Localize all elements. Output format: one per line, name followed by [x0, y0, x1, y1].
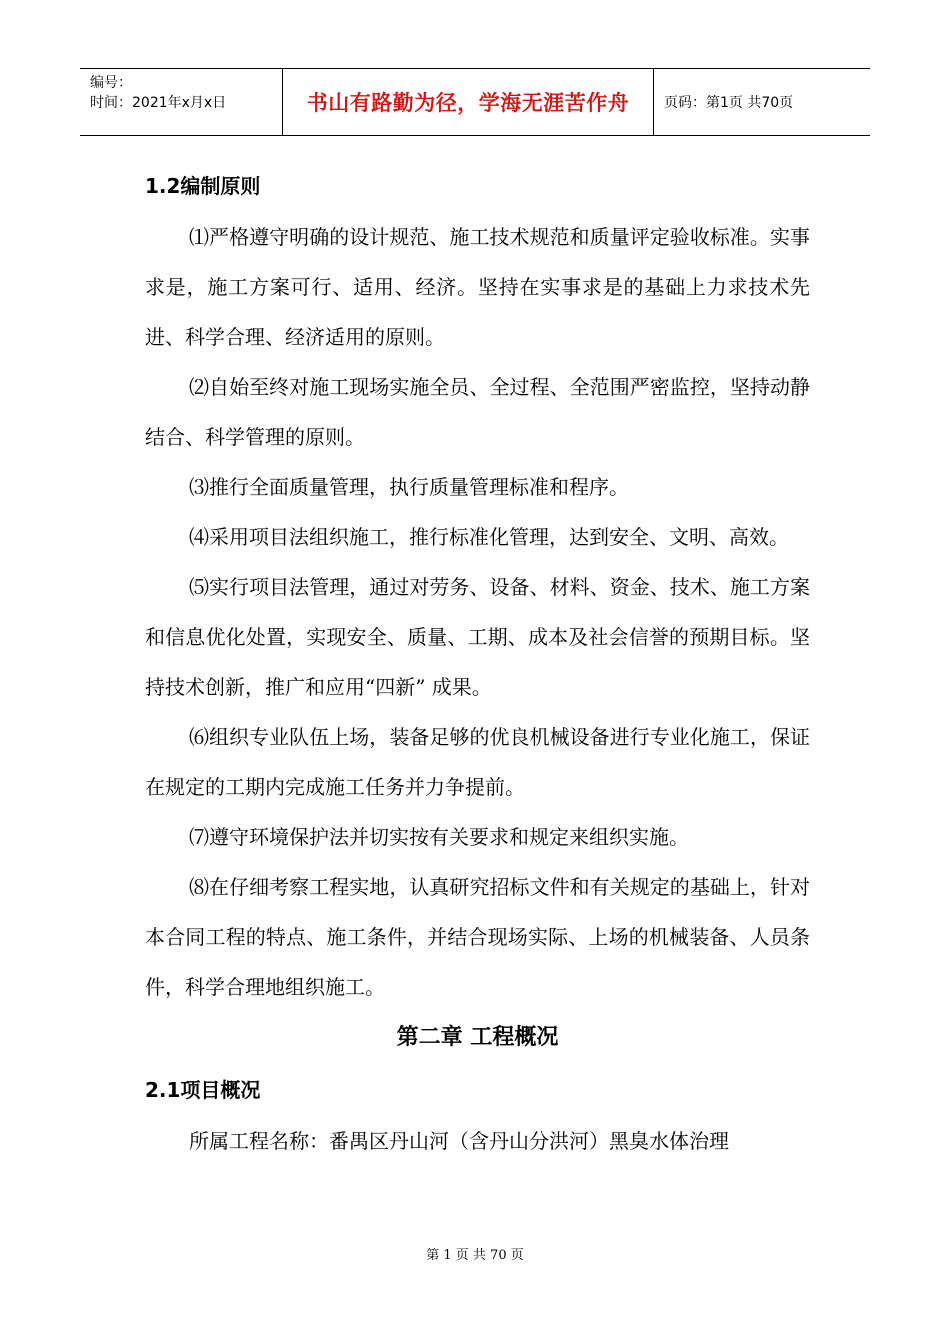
principle-paragraph-5: ⑸实行项目法管理，通过对劳务、设备、材料、资金、技术、施工方案和信息优化处置，实现安全、质量、工期、成本及社会信誉的预期目标。坚持技术创新，推广和应用“四新” 成果。 — [145, 575, 810, 699]
header-code-label: 编号： — [90, 75, 132, 91]
principle-paragraph-4: ⑷采用项目法组织施工，推行标准化管理，达到安全、文明、高效。 — [189, 525, 789, 549]
document-body — [145, 160, 810, 1166]
header-left-cell — [80, 69, 282, 135]
header-motto: 书山有路勤为径，学海无涯苦作舟 — [306, 91, 630, 115]
principle-paragraph-6: ⑹组织专业队伍上场，装备足够的优良机械设备进行专业化施工，保证在规定的工期内完成施工任务并力争提前。 — [145, 725, 810, 799]
header-time-label: 时间：2021年x月x日 — [90, 95, 227, 111]
section-title-1-2: 1.2编制原则 — [145, 174, 261, 198]
page-header — [80, 68, 870, 136]
header-motto-cell — [282, 69, 654, 135]
section-title-2-1: 2.1项目概况 — [145, 1078, 261, 1102]
chapter-title-2: 第二章 工程概况 — [396, 1025, 559, 1050]
principle-paragraph-3: ⑶推行全面质量管理，执行质量管理标准和程序。 — [189, 475, 629, 499]
principle-paragraph-7: ⑺遵守环境保护法并切实按有关要求和规定来组织实施。 — [189, 825, 689, 849]
principle-paragraph-1: ⑴严格遵守明确的设计规范、施工技术规范和质量评定验收标准。实事求是，施工方案可行、适用、经济。坚持在实事求是的基础上力求技术先进、科学合理、经济适用的原则。 — [145, 225, 810, 349]
header-page-info: 页码：第1页 共70页 — [664, 95, 794, 111]
principle-paragraph-8: ⑻在仔细考察工程实地，认真研究招标文件和有关规定的基础上，针对本合同工程的特点、施工条件，并结合现场实际、上场的机械装备、人员条件，科学合理地组织施工。 — [145, 875, 810, 999]
page-footer: 第 1 页 共 70 页 — [426, 1248, 524, 1263]
header-page-info-cell — [654, 69, 870, 135]
principle-paragraph-2: ⑵自始至终对施工现场实施全员、全过程、全范围严密监控，坚持动静结合、科学管理的原则。 — [145, 375, 810, 449]
overview-paragraph-1: 所属工程名称：番禺区丹山河（含丹山分洪河）黑臭水体治理 — [189, 1129, 729, 1153]
